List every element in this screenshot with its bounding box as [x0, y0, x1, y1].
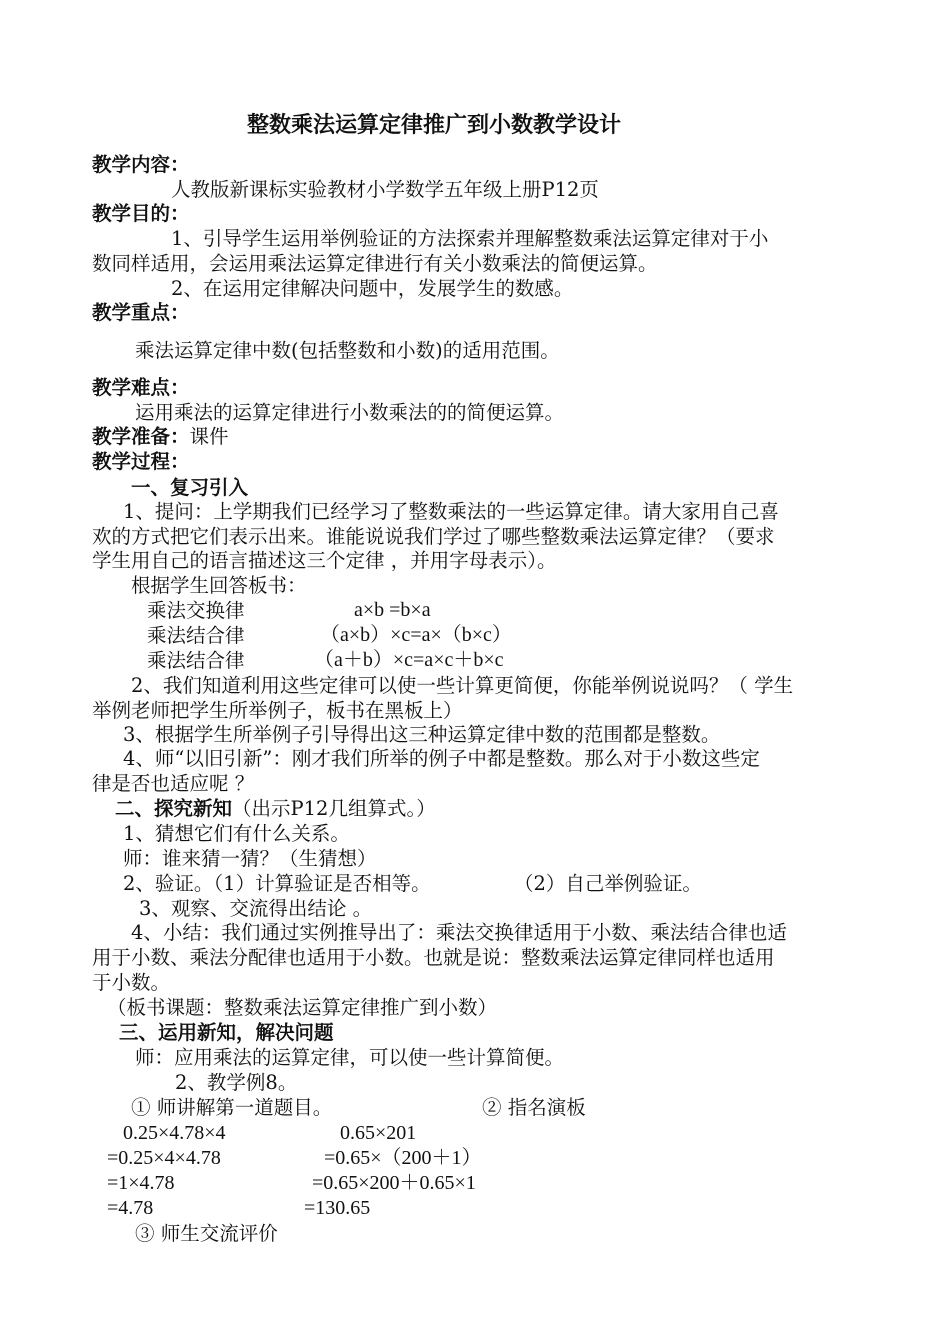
- goal-1-line-2: 数同样适用，会运用乘法运算定律进行有关小数乘法的简便运算。: [92, 252, 658, 275]
- document-title: 整数乘法运算定律推广到小数教学设计: [247, 113, 622, 138]
- difficulty-text: 运用乘法的运算定律进行小数乘法的的简便运算。: [135, 401, 565, 424]
- prep-line: [92, 424, 229, 449]
- law-3-name: 乘法结合律: [147, 649, 245, 672]
- para-3: 3、根据学生所举例子引导得出这三种运算定律中数的范围都是整数。: [123, 723, 721, 746]
- law-1-name: 乘法交换律: [147, 599, 245, 622]
- difficulty-heading: 教学难点：: [92, 376, 190, 399]
- law-2-name: 乘法结合律: [147, 624, 245, 647]
- focus-text: 乘法运算定律中数(包括整数和小数)的适用范围。: [135, 339, 560, 362]
- board-intro: 根据学生回答板书：: [131, 574, 307, 597]
- section-2-note: （出示P12几组算式。）: [232, 797, 436, 820]
- goal-2: 2、在运用定律解决问题中，发展学生的数感。: [171, 277, 574, 300]
- law-1-formula: a×b =b×a: [354, 599, 431, 621]
- prep-heading: 教学准备：: [92, 425, 190, 448]
- step-3: 3、观察、交流得出结论 。: [139, 897, 373, 920]
- section-2-line: [115, 796, 436, 821]
- step-4-line-3: 于小数。: [92, 971, 171, 994]
- focus-heading: 教学重点：: [92, 301, 190, 324]
- circle-3-note: ③ 师生交流评价: [135, 1222, 278, 1245]
- calc-1-line-3: =1×4.78: [107, 1172, 175, 1194]
- law-3-formula: （a＋b）×c=a×c＋b×c: [314, 649, 504, 671]
- content-text: 人教版新课标实验教材小学数学五年级上册P12页: [171, 178, 599, 201]
- goals-heading: 教学目的：: [92, 202, 190, 225]
- circle-1-note: ① 师讲解第一道题目。: [131, 1096, 333, 1119]
- process-heading: 教学过程：: [92, 450, 190, 473]
- para-1-line-3: 学生用自己的语言描述这三个定律 ，并用字母表示）。: [92, 549, 557, 572]
- calc-2-line-4: =130.65: [304, 1197, 371, 1219]
- step-1-teacher: 师：谁来猜一猜？（生猜想）: [123, 847, 377, 870]
- para-1-line-2: 欢的方式把它们表示出来。谁能说说我们学过了哪些整数乘法运算定律？（要求: [92, 525, 775, 548]
- prep-value: 课件: [189, 425, 229, 448]
- step-2-b: （2）自己举例验证。: [514, 872, 702, 895]
- example-8: 2、教学例8。: [175, 1071, 298, 1094]
- law-2-formula: （a×b）×c=a×（b×c）: [320, 624, 512, 646]
- step-4-line-1: 4、小结：我们通过实例推导出了：乘法交换律适用于小数、乘法结合律也适: [131, 921, 787, 944]
- calc-2-line-3: =0.65×200＋0.65×1: [312, 1172, 476, 1194]
- calc-1-line-2: =0.25×4×4.78: [107, 1147, 221, 1169]
- step-1: 1、猜想它们有什么关系。: [123, 822, 350, 845]
- calc-1-line-4: =4.78: [107, 1197, 154, 1219]
- para-4-line-1: 4、师“以旧引新”：刚才我们所举的例子中都是整数。那么对于小数这些定: [123, 747, 760, 770]
- circle-2-note: ② 指名演板: [482, 1096, 586, 1119]
- section-3-title: 三、运用新知，解决问题: [119, 1021, 334, 1044]
- para-2-line-2: 举例老师把学生所举例子，板书在黑板上）: [92, 699, 463, 722]
- content-heading: 教学内容：: [92, 153, 190, 176]
- para-4-line-2: 律是否也适应呢 ？: [92, 772, 255, 795]
- teacher-note: 师：应用乘法的运算定律，可以使一些计算简便。: [135, 1046, 565, 1069]
- calc-2-line-1: 0.65×201: [340, 1122, 417, 1144]
- board-title-note: （板书课题：整数乘法运算定律推广到小数）: [107, 996, 498, 1019]
- para-2-line-1: 2、我们知道利用这些定律可以使一些计算更简便，你能举例说说吗？（ 学生: [131, 674, 794, 697]
- step-2-a: 2、验证。（1）计算验证是否相等。: [123, 872, 431, 895]
- goal-1-line-1: 1、引导学生运用举例验证的方法探索并理解整数乘法运算定律对于小: [171, 227, 769, 250]
- section-1-title: 一、复习引入: [131, 476, 249, 499]
- step-4-line-2: 用于小数、乘法分配律也适用于小数。也就是说：整数乘法运算定律同样也适用: [92, 946, 775, 969]
- calc-2-line-2: =0.65×（200＋1）: [324, 1147, 482, 1169]
- para-1-line-1: 1、提问：上学期我们已经学习了整数乘法的一些运算定律。请大家用自己喜: [123, 500, 779, 523]
- section-2-title: 二、探究新知: [115, 797, 233, 820]
- calc-1-line-1: 0.25×4.78×4: [123, 1122, 226, 1144]
